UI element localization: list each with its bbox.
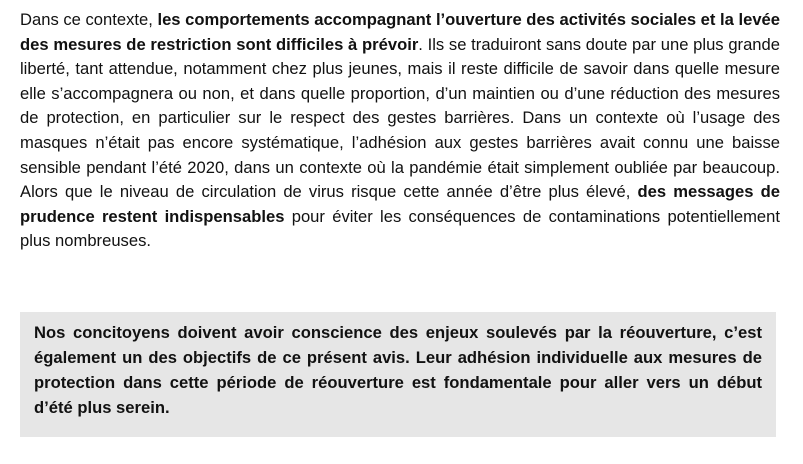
paragraph-bold-segment-1: les comportements accompagnant l’ouverture des activités sociales et la levée des mesures de restriction sont difficiles à prévoir xyxy=(20,10,781,54)
paragraph-segment-3: pour éviter les conséquences de contaminations potentiellement plus nombreuses. xyxy=(20,206,780,251)
paragraph-segment-2: . Ils se traduiront sans doute par une plus grande liberté, tant attendue, notamment chez plus jeunes, mais il reste difficile de savoir dans quelle mesure elle s’accompagnera ou non, et dans quelle proportion, d’un maintien ou d’une réduction des mesures de protection, en particulier sur le respect des gestes barrières. Dans un contexte où l’usage des masques n’était pas encore systématique, l’adhésion aux gestes barrières avait connu une baisse sensible pendant l’été 2020, dans un contexte où la pandémie était simplement oubliée par beaucoup. Alors que le niveau de circulation de virus risque cette année d’être plus élevé, xyxy=(20,34,780,202)
highlight-box xyxy=(20,312,776,437)
highlight-text: Nos concitoyens doivent avoir conscience des enjeux soulevés par la réouverture, c’est également un des objectifs de ce présent avis. Leur adhésion individuelle aux mesures de protection dans cette période de réouverture est fondamentale pour aller vers un début d’été plus serein. xyxy=(34,323,762,417)
paragraph-bold-segment-2: des messages de prudence restent indispensables xyxy=(20,182,780,226)
body-paragraph xyxy=(20,8,780,254)
paragraph-segment-1: Dans ce contexte, xyxy=(20,10,158,29)
